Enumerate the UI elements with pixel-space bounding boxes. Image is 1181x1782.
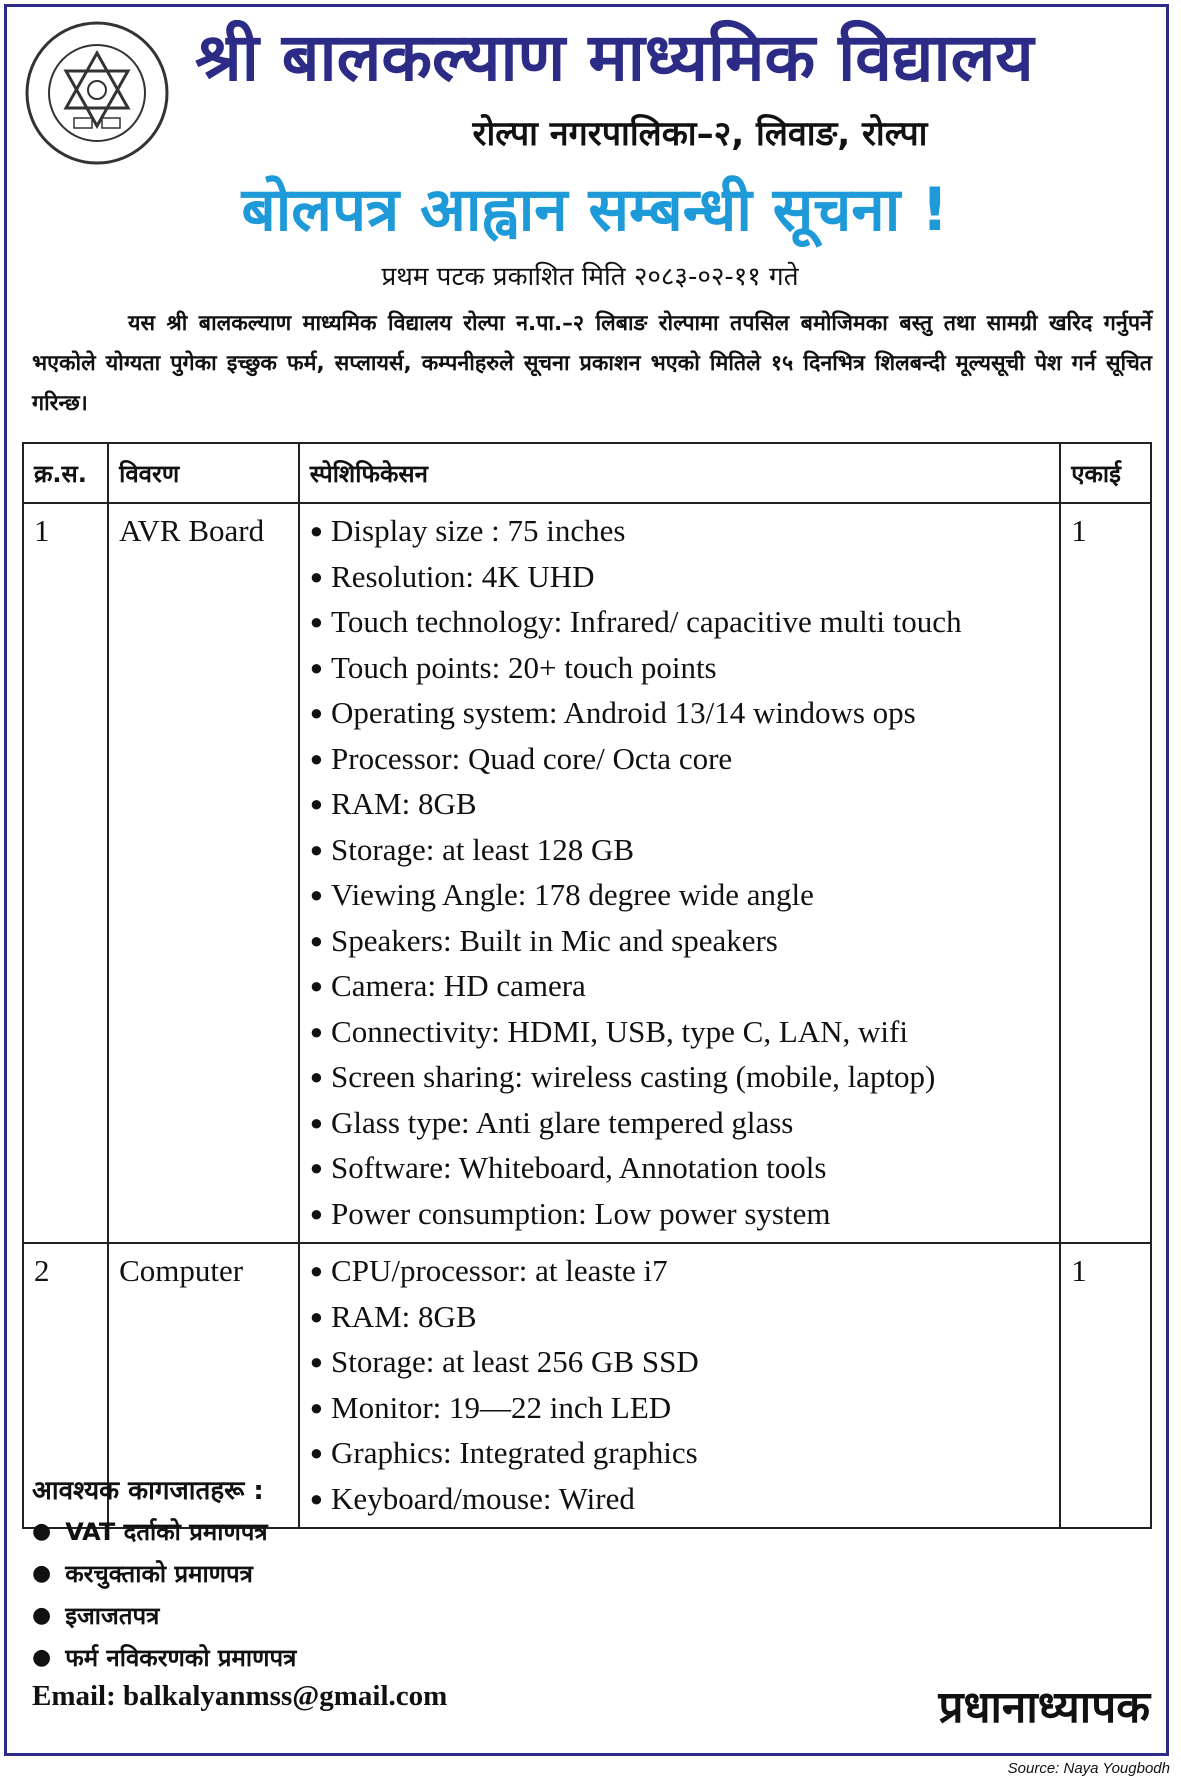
row-specifications [299,503,1060,1243]
document-item: ● इजाजतपत्र [32,1596,632,1638]
spec-item: ● RAM: 8GB [310,1296,1049,1342]
spec-item: ● RAM: 8GB [310,783,1049,829]
header-specification: स्पेशिफिकेसन [299,443,1060,503]
document-item: ● VAT दर्ताको प्रमाणपत्र [32,1512,632,1554]
header-description: विवरण [108,443,299,503]
school-seal-icon [24,20,170,166]
intro-paragraph [32,304,1152,424]
row-item: Computer [108,1243,299,1528]
spec-item: ● Screen sharing: wireless casting (mobile, laptop) [310,1056,1049,1102]
spec-item: ● Display size : 75 inches [310,510,1049,556]
spec-item: ● Resolution: 4K UHD [310,556,1049,602]
school-name: श्री बालकल्याण माध्यमिक विद्यालय [195,19,1034,96]
spec-item: ● CPU/processor: at leaste i7 [310,1250,1049,1296]
required-documents [32,1470,632,1680]
row-unit: 1 [1060,1243,1151,1528]
spec-item: ● Glass type: Anti glare tempered glass [310,1102,1049,1148]
school-address: रोल्पा नगरपालिका–२, लिवाङ, रोल्पा [472,114,928,154]
spec-item: ● Graphics: Integrated graphics [310,1432,1049,1478]
contact-email: Email: balkalyanmss@gmail.com [32,1680,448,1712]
spec-item: ● Speakers: Built in Mic and speakers [310,920,1049,966]
specification-table [22,442,1152,1529]
spec-item: ● Touch technology: Infrared/ capacitive multi touch [310,601,1049,647]
document-item: ● करचुक्ताको प्रमाणपत्र [32,1554,632,1596]
notice-title: बोलपत्र आह्वान सम्बन्धी सूचना ! [241,175,949,245]
table-header-row [23,443,1151,503]
documents-heading: आवश्यक कागजातहरू : [32,1476,264,1506]
spec-item: ● Connectivity: HDMI, USB, type C, LAN, wifi [310,1011,1049,1057]
documents-list [32,1512,632,1680]
source-credit: Source: Naya Yougbodh [1007,1760,1170,1777]
spec-item: ● Storage: at least 256 GB SSD [310,1341,1049,1387]
document-item: ● फर्म नविकरणको प्रमाणपत्र [32,1638,632,1680]
row-sn: 2 [23,1243,108,1528]
spec-item: ● Viewing Angle: 178 degree wide angle [310,874,1049,920]
spec-item: ● Storage: at least 128 GB [310,829,1049,875]
row-sn: 1 [23,503,108,1243]
spec-item: ● Operating system: Android 13/14 windows ops [310,692,1049,738]
table-row [23,503,1151,1243]
signatory: प्रधानाध्यापक [938,1682,1150,1733]
intro-text: यस श्री बालकल्याण माध्यमिक विद्यालय रोल्पा न.पा.–२ लिबाङ रोल्पामा तपसिल बमोजिमका बस्तु तथा सामग्री खरिद गर्नुपर्ने भएकोले योग्यता पुगेका इच्छुक फर्म, सप्लायर्स, कम्पनीहरुले सूचना प्रकाशन भएको मितिले १५ दिनभित्र शिलबन्दी मूल्यसूची पेश गर्न सूचित गरिन्छ। [32,311,1152,416]
header-unit: एकाई [1060,443,1151,503]
spec-item: ● Keyboard/mouse: Wired [310,1478,1049,1524]
spec-item: ● Software: Whiteboard, Annotation tools [310,1147,1049,1193]
spec-item: ● Touch points: 20+ touch points [310,647,1049,693]
row-item: AVR Board [108,503,299,1243]
header-sn: क्र.स. [23,443,108,503]
spec-item: ● Camera: HD camera [310,965,1049,1011]
spec-item: ● Monitor: 19—22 inch LED [310,1387,1049,1433]
publish-date: प्रथम पटक प्रकाशित मिति २०८३-०२-११ गते [381,262,799,292]
row-unit: 1 [1060,503,1151,1243]
spec-item: ● Processor: Quad core/ Octa core [310,738,1049,784]
spec-item: ● Power consumption: Low power system [310,1193,1049,1239]
